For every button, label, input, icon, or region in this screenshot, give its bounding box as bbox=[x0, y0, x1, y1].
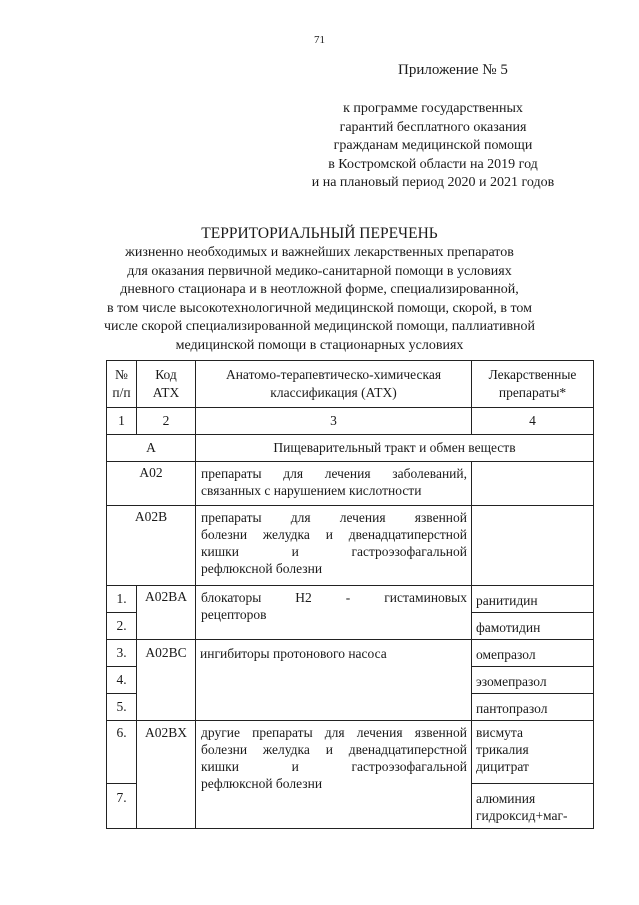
drug-list-table bbox=[106, 360, 594, 829]
group-code: A02B bbox=[107, 506, 196, 586]
row-number: 2. bbox=[107, 613, 137, 640]
group-row-a02b bbox=[107, 506, 594, 586]
group-description: другие препараты для лечения язвенной болезни желудка и двенадцатиперстной кишки и гастроэзофагальной рефлюксной болезни bbox=[196, 721, 472, 829]
subtitle-line: гражданам медицинской помощи bbox=[333, 138, 533, 153]
description-line: жизненно необходимых и важнейших лекарственных препаратов bbox=[125, 245, 514, 260]
document-heading: ТЕРРИТОРИАЛЬНЫЙ ПЕРЕЧЕНЬ bbox=[201, 225, 438, 242]
column-number: 1 bbox=[107, 408, 137, 435]
description-line: медицинской помощи в стационарных условиях bbox=[175, 337, 464, 353]
section-name: Пищеварительный тракт и обмен веществ bbox=[196, 435, 594, 462]
row-number: 1. bbox=[107, 586, 137, 613]
header-code: Код АТХ bbox=[137, 361, 196, 408]
row-number: 7. bbox=[107, 784, 137, 829]
appendix-subtitle bbox=[283, 100, 583, 193]
group-description: препараты для лечения заболеваний, связанных с нарушением кислотности bbox=[196, 462, 472, 506]
description-line: в том числе высокотехнологичной медицинской помощи, скорой, в том bbox=[107, 300, 532, 316]
row-number: 5. bbox=[107, 694, 137, 721]
group-description: ингибиторы протонового насоса bbox=[196, 640, 472, 721]
subtitle-line: к программе государственных bbox=[343, 101, 523, 116]
description-line: для оказания первичной медико-санитарной помощи в условиях bbox=[127, 263, 512, 279]
subtitle-line: и на плановый период 2020 и 2021 годов bbox=[311, 175, 555, 190]
column-number: 3 bbox=[196, 408, 472, 435]
document-description bbox=[0, 244, 639, 355]
subtitle-line: гарантий бесплатного оказания bbox=[339, 119, 527, 135]
row-number: 6. bbox=[107, 721, 137, 784]
drug-name: висмута трикалия дицитрат bbox=[472, 721, 594, 784]
drug-name: алюминия гидроксид+маг- bbox=[472, 784, 594, 829]
group-code: A02 bbox=[107, 462, 196, 506]
description-line: числе скорой специализированной медицинской помощи, паллиативной bbox=[103, 319, 536, 334]
page-number: 71 bbox=[314, 34, 325, 46]
header-drugs: Лекарственные препараты* bbox=[472, 361, 594, 408]
column-number: 4 bbox=[472, 408, 594, 435]
header-classification: Анатомо-терапевтическо-химическая классификация (АТХ) bbox=[196, 361, 472, 408]
section-row bbox=[107, 435, 594, 462]
group-row-a02 bbox=[107, 462, 594, 506]
description-line: дневного стационара и в неотложной форме, специализированной, bbox=[120, 282, 519, 297]
group-description: препараты для лечения язвенной болезни желудка и двенадцатиперстной кишки и гастроэзофагальной рефлюксной болезни bbox=[196, 506, 472, 586]
row-number: 3. bbox=[107, 640, 137, 667]
table-row bbox=[107, 586, 594, 613]
subtitle-line: в Костромской области на 2019 год bbox=[328, 156, 538, 172]
group-drugs-empty bbox=[472, 506, 594, 586]
group-code: A02BX bbox=[137, 721, 196, 829]
column-number: 2 bbox=[137, 408, 196, 435]
group-drugs-empty bbox=[472, 462, 594, 506]
drug-name: пантопразол bbox=[472, 694, 594, 721]
drug-name: ранитидин bbox=[472, 586, 594, 613]
group-description: блокаторы H2 - гистаминовых рецепторов bbox=[196, 586, 472, 640]
column-number-row bbox=[107, 408, 594, 435]
table-header-row bbox=[107, 361, 594, 408]
table-row bbox=[107, 721, 594, 784]
section-code: A bbox=[107, 435, 196, 462]
header-num: № п/п bbox=[107, 361, 137, 408]
group-code: A02BC bbox=[137, 640, 196, 721]
drug-name: эзомепразол bbox=[472, 667, 594, 694]
group-code: A02BA bbox=[137, 586, 196, 640]
appendix-title: Приложение № 5 bbox=[398, 62, 508, 78]
row-number: 4. bbox=[107, 667, 137, 694]
drug-name: омепразол bbox=[472, 640, 594, 667]
table-row bbox=[107, 640, 594, 667]
drug-name: фамотидин bbox=[472, 613, 594, 640]
